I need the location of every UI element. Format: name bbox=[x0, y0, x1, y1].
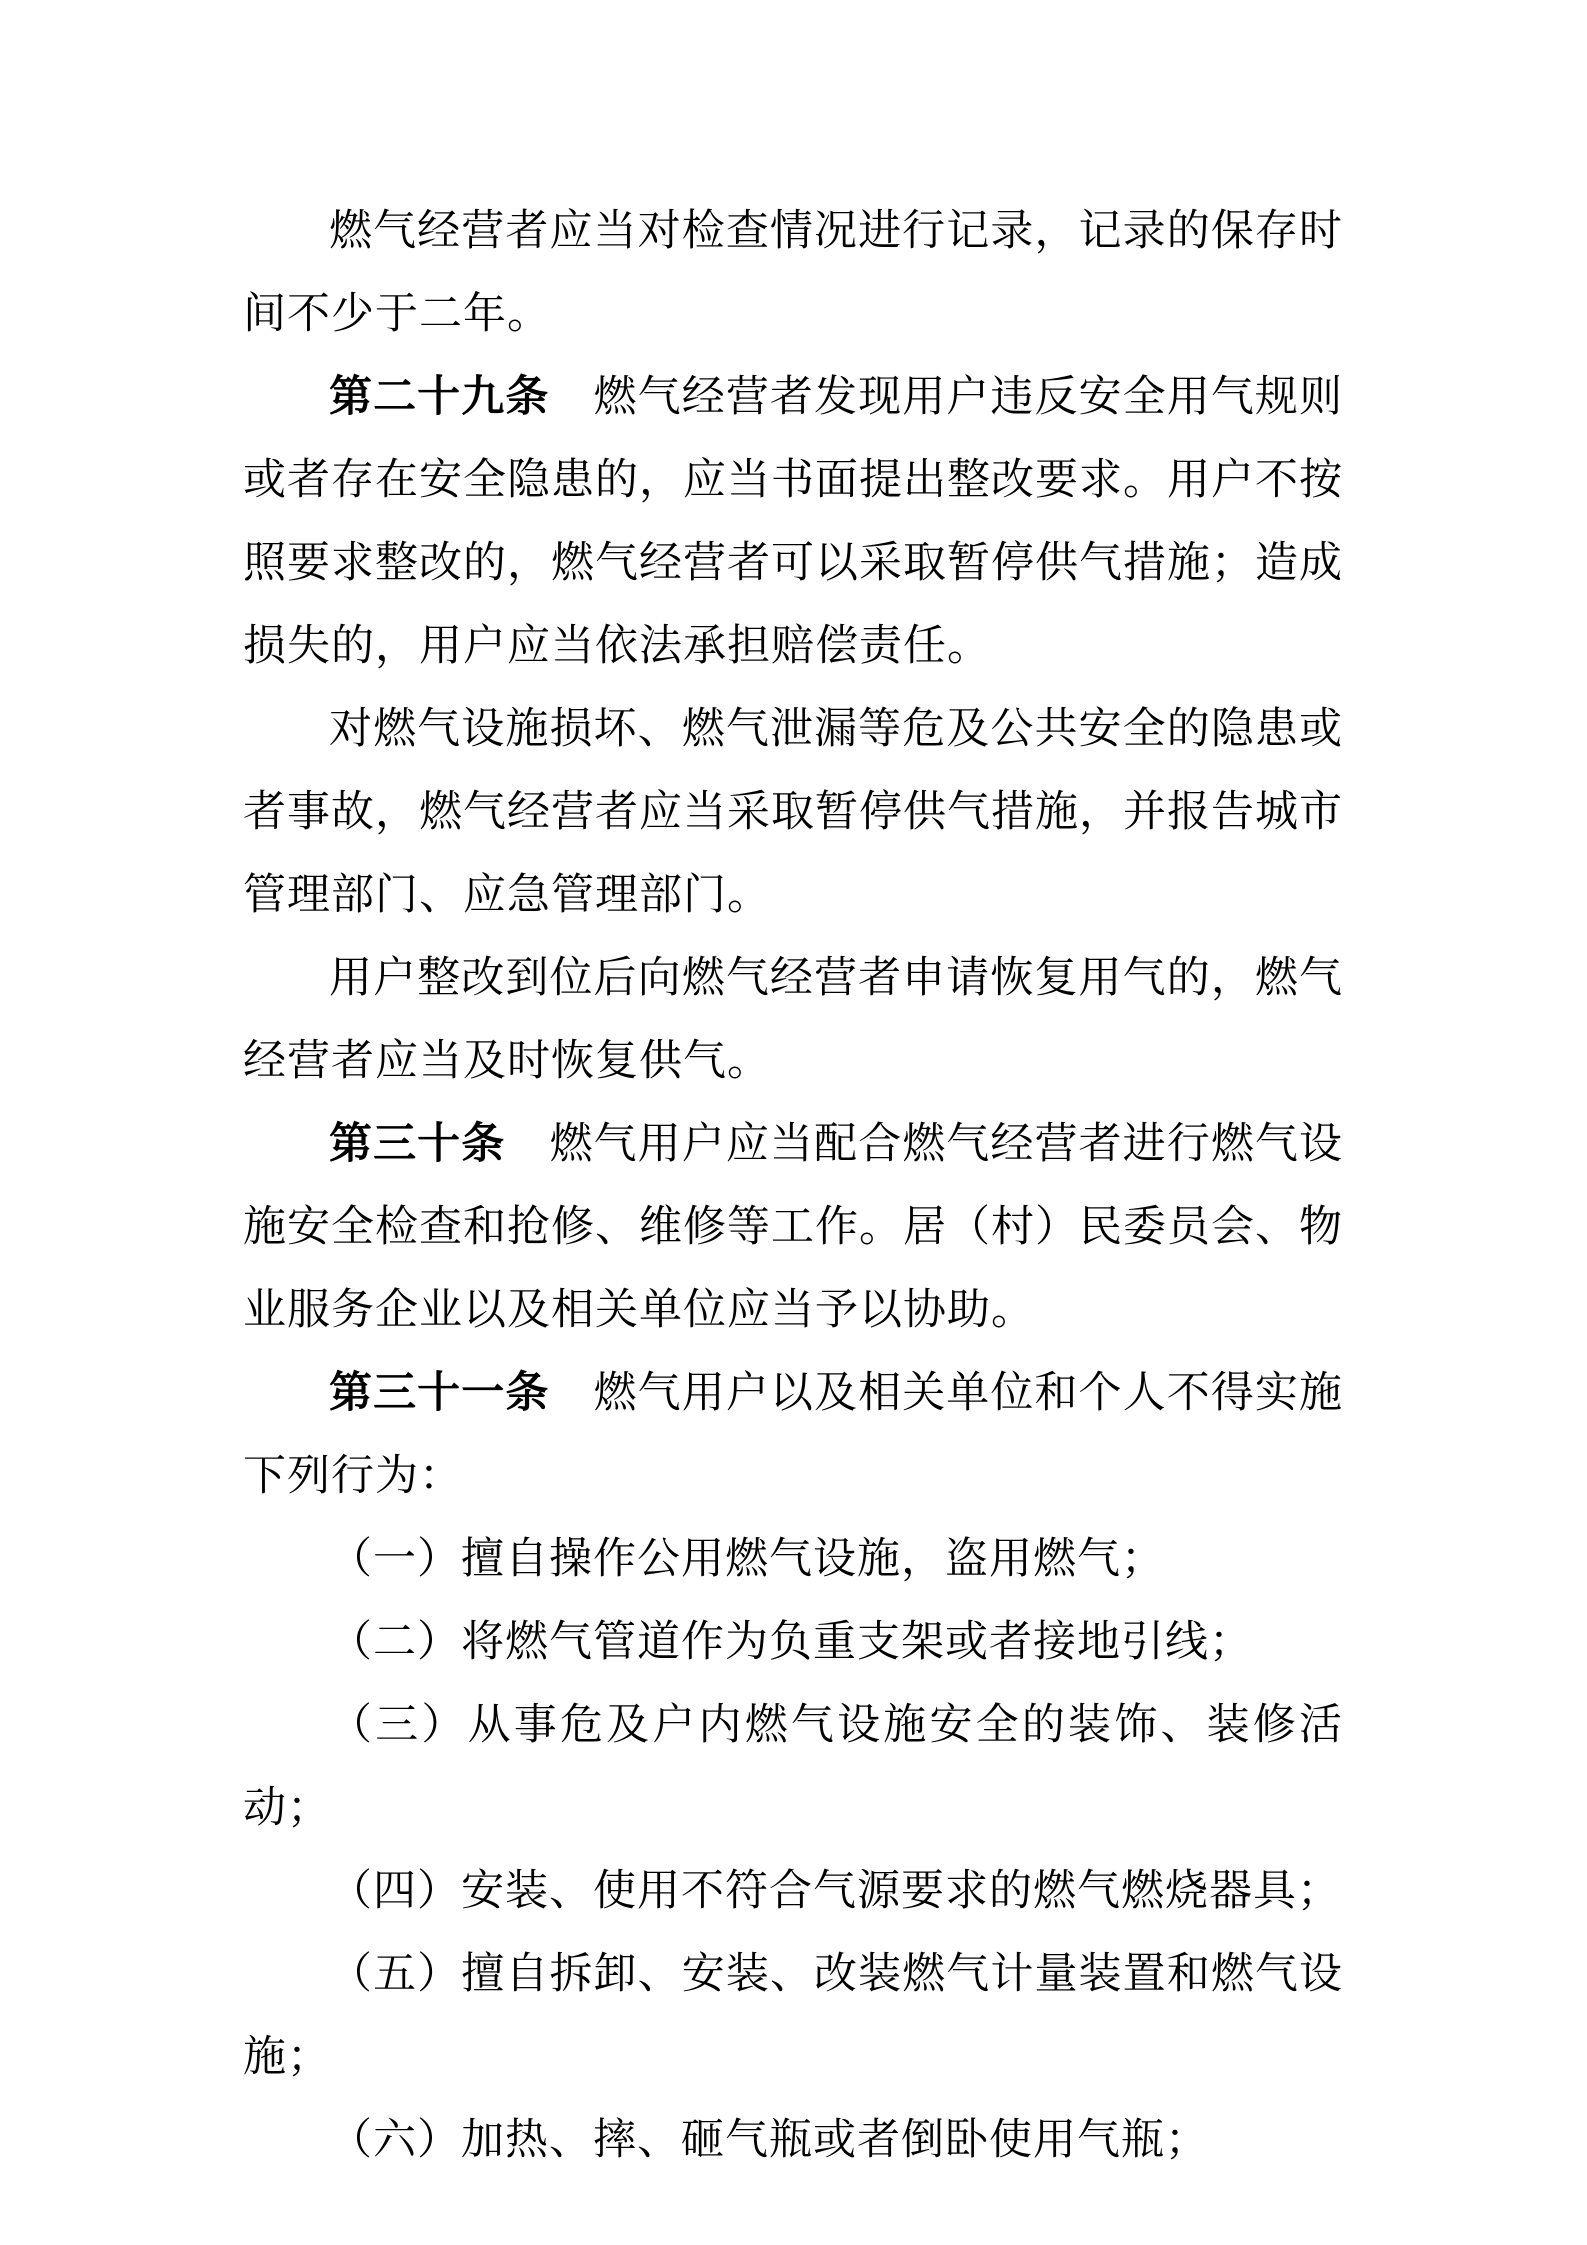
paragraph-text: （一）擅自操作公用燃气设施，盗用燃气； bbox=[329, 1536, 1165, 1583]
list-item-2 bbox=[243, 1601, 1343, 1684]
article-number-label: 第三十条 bbox=[329, 1121, 506, 1168]
article-number-label: 第二十九条 bbox=[329, 374, 550, 421]
paragraph-text: 对燃气设施损坏、燃气泄漏等危及公共安全的隐患或者事故，燃气经营者应当采取暂停供气措施，并报告城市管理部门、应急管理部门。 bbox=[243, 706, 1343, 919]
paragraph-hazard-response bbox=[243, 688, 1343, 937]
document-body bbox=[243, 190, 1343, 2182]
article-29 bbox=[243, 356, 1343, 688]
article-30 bbox=[243, 1103, 1343, 1352]
paragraph-resume-supply bbox=[243, 937, 1343, 1103]
paragraph-text: （二）将燃气管道作为负重支架或者接地引线； bbox=[329, 1619, 1253, 1666]
paragraph-text: 燃气用户应当配合燃气经营者进行燃气设施安全检查和抢修、维修等工作。居（村）民委员会、物业服务企业以及相关单位应当予以协助。 bbox=[243, 1121, 1344, 1334]
list-item-1 bbox=[243, 1518, 1343, 1601]
article-number-label: 第三十一条 bbox=[329, 1370, 550, 1417]
paragraph-text: 燃气经营者发现用户违反安全用气规则或者存在安全隐患的，应当书面提出整改要求。用户不按照要求整改的，燃气经营者可以采取暂停供气措施；造成损失的，用户应当依法承担赔偿责任。 bbox=[243, 374, 1344, 670]
article-31 bbox=[243, 1352, 1343, 1518]
paragraph-text: （四）安装、使用不符合气源要求的燃气燃烧器具； bbox=[329, 1868, 1341, 1915]
paragraph-text: 燃气用户以及相关单位和个人不得实施下列行为： bbox=[243, 1370, 1344, 1500]
paragraph-text: 用户整改到位后向燃气经营者申请恢复用气的，燃气经营者应当及时恢复供气。 bbox=[243, 955, 1343, 1085]
paragraph-text: （五）擅自拆卸、安装、改装燃气计量装置和燃气设施； bbox=[243, 1951, 1343, 2081]
list-item-6 bbox=[243, 2099, 1343, 2182]
list-item-5 bbox=[243, 1933, 1343, 2099]
paragraph-text: （三）从事危及户内燃气设施安全的装饰、装修活动； bbox=[243, 1702, 1343, 1832]
list-item-3 bbox=[243, 1684, 1343, 1850]
paragraph-text: 燃气经营者应当对检查情况进行记录，记录的保存时间不少于二年。 bbox=[243, 208, 1343, 338]
paragraph-inspection-records bbox=[243, 190, 1343, 356]
list-item-4 bbox=[243, 1850, 1343, 1933]
paragraph-text: （六）加热、摔、砸气瓶或者倒卧使用气瓶； bbox=[329, 2117, 1209, 2164]
